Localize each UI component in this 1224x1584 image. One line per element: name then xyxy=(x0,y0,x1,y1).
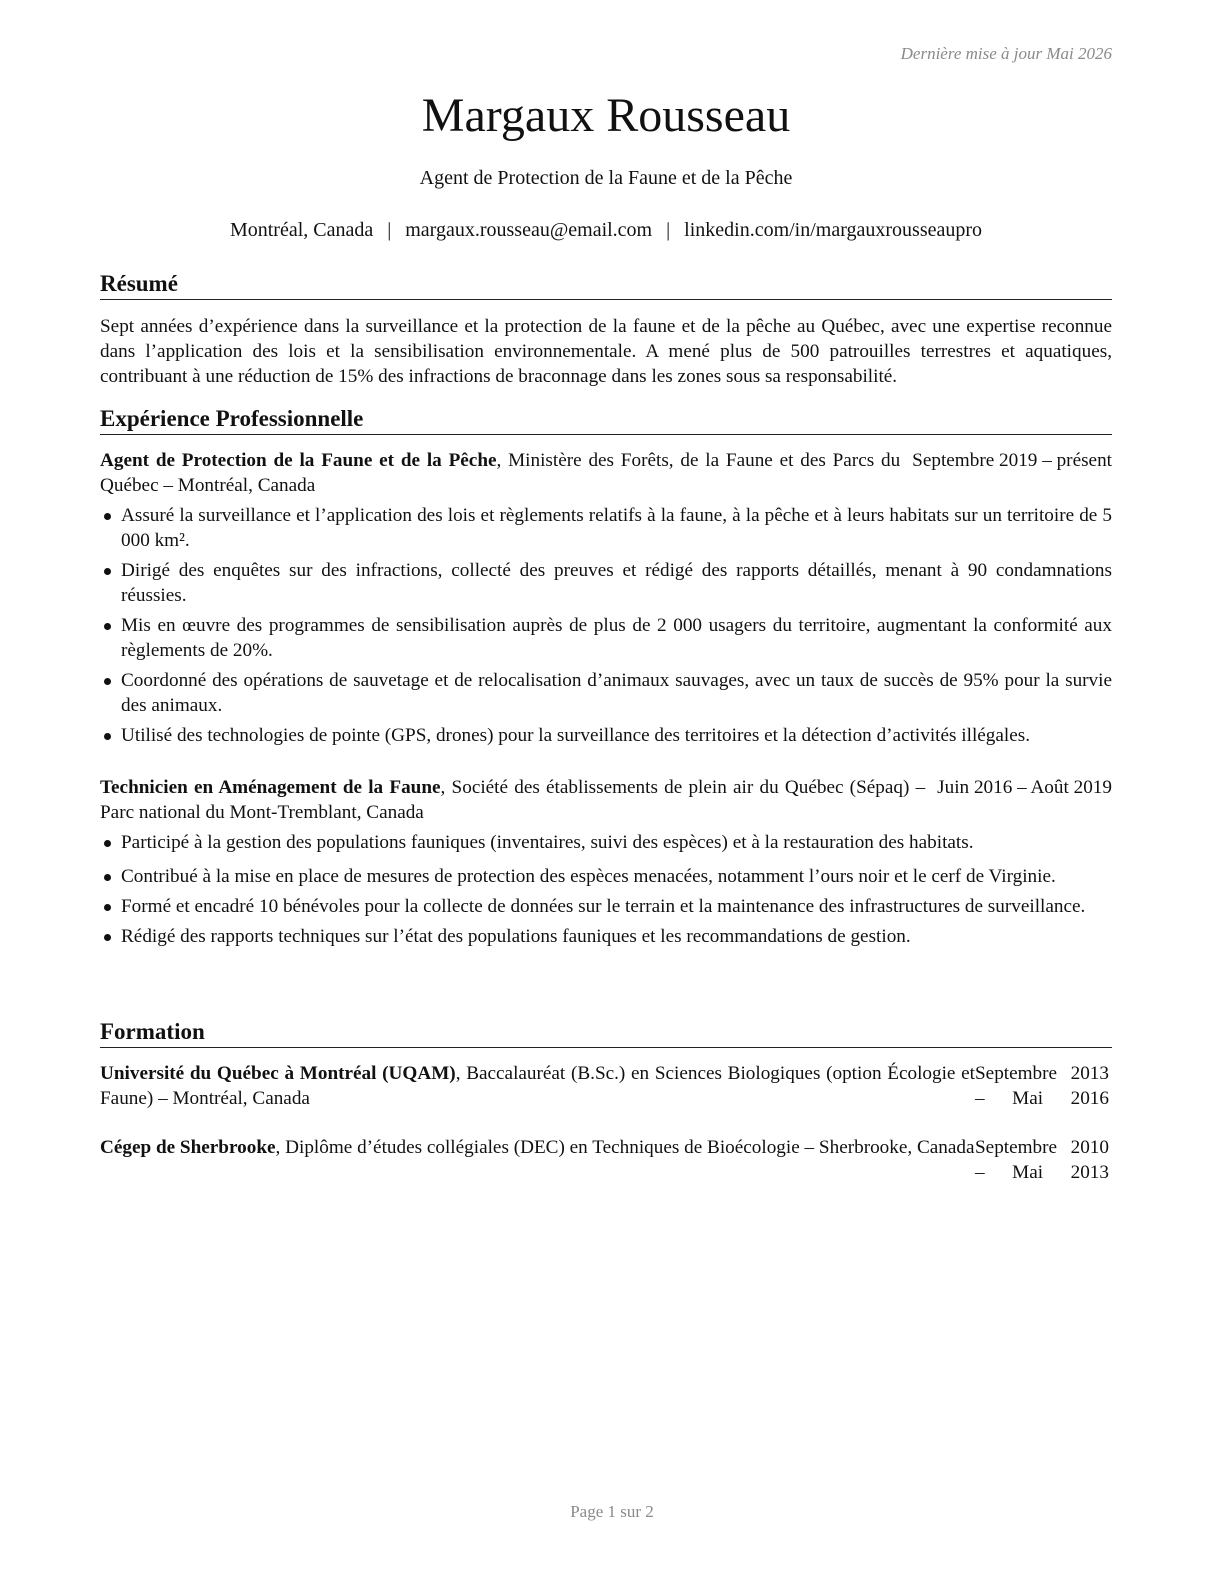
candidate-name: Margaux Rousseau xyxy=(421,89,791,142)
job-organization: , Ministère des Forêts, de la Faune et des Parcs du Québec – Montréal, Canada xyxy=(100,450,901,496)
contact-location: Montréal, Canada xyxy=(229,219,374,241)
degree-details: , Diplôme d’études collégiales (DEC) en Techniques de Bioécologie – Sherbrooke, Canada xyxy=(275,1137,975,1158)
education-item xyxy=(100,1061,1112,1111)
job-role: Agent de Protection de la Faune et de la Pêche xyxy=(100,450,497,471)
job-role: Technicien en Aménagement de la Faune xyxy=(100,777,441,798)
job-header xyxy=(100,775,1112,825)
list-item: Assuré la surveillance et l’application des lois et règlements relatifs à la faune, à la pêche et à leurs habitats sur un territoire de 5 000 km². xyxy=(100,503,1112,553)
list-item: Dirigé des enquêtes sur des infractions, collecté des preuves et rédigé des rapports détaillés, menant à 90 condamnations réussies. xyxy=(100,558,1112,608)
list-item: Utilisé des technologies de pointe (GPS, drones) pour la surveillance des territoires et la détection d’activités illégales. xyxy=(100,723,1112,748)
job-bullets xyxy=(100,830,1112,954)
job-title: Agent de Protection de la Faune et de la Pêche xyxy=(419,167,793,189)
school-name: Université du Québec à Montréal (UQAM) xyxy=(100,1063,456,1084)
education-dates: Septembre 2010 – Mai 2013 xyxy=(975,1137,1109,1183)
job-organization: , Société des établissements de plein air du Québec (Sépaq) – Parc national du Mont-Tremblant, Canada xyxy=(100,777,926,823)
list-item: Formé et encadré 10 bénévoles pour la collecte de données sur le terrain et la maintenance des infrastructures de surveillance. xyxy=(100,894,1112,919)
contact-separator: | xyxy=(666,219,671,241)
education-item xyxy=(100,1135,1112,1185)
degree-details: , Baccalauréat (B.Sc.) en Sciences Biologiques (option Écologie et Faune) – Montréal, Canada xyxy=(100,1063,975,1109)
summary-text: Sept années d’expérience dans la surveillance et la protection de la faune et de la pêche au Québec, avec une expertise reconnue dans l’application des lois et la sensibilisation environnementale. A mené plus de 500 patrouilles terrestres et aquatiques, contribuant à une réduction de 15% des infractions de braconnage dans les zones sous sa responsabilité. xyxy=(100,316,1112,387)
education-heading: Formation xyxy=(100,1018,1112,1048)
contact-line xyxy=(100,219,1112,242)
job-dates: Juin 2016 – Août 2019 xyxy=(925,775,1112,800)
list-item: Participé à la gestion des populations fauniques (inventaires, suivi des espèces) et à la restauration des habitats. xyxy=(100,830,1112,855)
list-item: Coordonné des opérations de sauvetage et de relocalisation d’animaux sauvages, avec un taux de succès de 95% pour la survie des animaux. xyxy=(100,668,1112,718)
contact-linkedin[interactable]: linkedin.com/in/margauxrousseaupro xyxy=(684,219,983,241)
job-header xyxy=(100,448,1112,498)
list-item: Mis en œuvre des programmes de sensibilisation auprès de plus de 2 000 usagers du territoire, augmentant la conformité aux règlements de 20%. xyxy=(100,613,1112,663)
job-bullets xyxy=(100,503,1112,753)
list-item: Contribué à la mise en place de mesures de protection des espèces menacées, notamment l’ours noir et le cerf de Virginie. xyxy=(100,864,1112,889)
education-dates: Septembre 2013 – Mai 2016 xyxy=(975,1063,1109,1109)
experience-heading: Expérience Professionnelle xyxy=(100,405,1112,435)
job-dates: Septembre 2019 – présent xyxy=(900,448,1112,473)
contact-separator: | xyxy=(387,219,392,241)
last-updated-note: Dernière mise à jour Mai 2026 xyxy=(900,44,1112,63)
page-number: Page 1 sur 2 xyxy=(570,1502,654,1521)
list-item: Rédigé des rapports techniques sur l’état des populations fauniques et les recommandations de gestion. xyxy=(100,924,1112,949)
school-name: Cégep de Sherbrooke xyxy=(100,1137,276,1158)
contact-email[interactable]: margaux.rousseau@email.com xyxy=(405,219,653,241)
summary-heading: Résumé xyxy=(100,270,1112,300)
